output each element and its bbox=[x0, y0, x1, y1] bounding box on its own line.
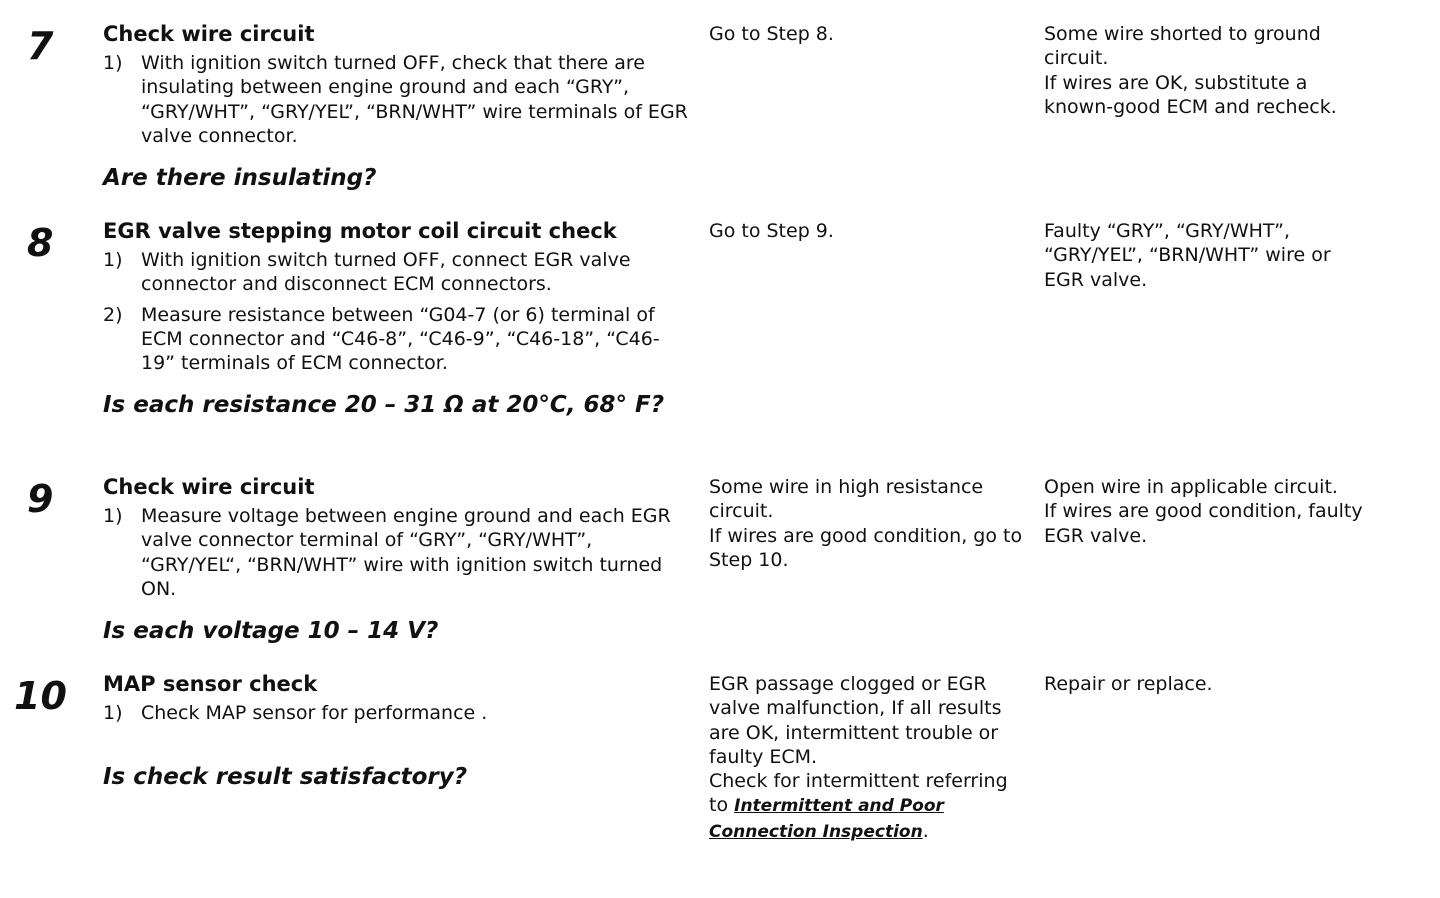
sub-step-list bbox=[103, 701, 693, 725]
sub-step-number: 2) bbox=[103, 303, 123, 326]
sub-step-text: With ignition switch turned OFF, check that there are insulating between engine ground and each “GRY”, “GRY/WHT”, “GRY/YEL”, “BRN/WHT” wire terminals of EGR valve connector. bbox=[141, 52, 688, 147]
yes-result-line: If wires are good condition, go to Step 10. bbox=[709, 524, 1023, 571]
step-number: 7 bbox=[27, 24, 54, 68]
no-result-line: Faulty “GRY”, “GRY/WHT”, “GRY/YEL”, “BRN/WHT” wire or EGR valve. bbox=[1044, 220, 1331, 291]
step-no-result bbox=[1044, 22, 1374, 119]
step-title: MAP sensor check bbox=[103, 672, 318, 696]
no-result-line: Some wire shorted to ground circuit. bbox=[1044, 23, 1321, 70]
sub-step-item bbox=[103, 504, 693, 601]
sub-step-list bbox=[103, 51, 693, 148]
step-yes-result: Go to Step 8. bbox=[709, 23, 834, 45]
step-yes-result bbox=[709, 475, 1029, 572]
step-question: Are there insulating? bbox=[103, 165, 377, 192]
step-number: 8 bbox=[27, 221, 54, 265]
step-question: Is each resistance 20 – 31 Ω at 20°C, 68° F? bbox=[103, 392, 665, 419]
sub-step-list bbox=[103, 504, 693, 601]
step-question: Is check result satisfactory? bbox=[103, 764, 468, 791]
sub-step-list bbox=[103, 248, 693, 375]
no-result-line: If wires are good condition, faulty EGR valve. bbox=[1044, 500, 1363, 547]
step-number: 10 bbox=[14, 674, 67, 718]
step-action bbox=[103, 21, 693, 193]
step-title: EGR valve stepping motor coil circuit check bbox=[103, 219, 617, 243]
yes-result-line: EGR passage clogged or EGR valve malfunction, If all results are OK, intermittent trouble or faulty ECM. bbox=[709, 673, 1002, 768]
sub-step-number: 1) bbox=[103, 505, 123, 527]
sub-step-number: 1) bbox=[103, 702, 123, 724]
step-action bbox=[103, 474, 693, 646]
intermittent-inspection-link[interactable]: Intermittent and Poor Connection Inspection bbox=[709, 796, 944, 842]
sub-step-item bbox=[103, 248, 693, 297]
step-yes-result bbox=[709, 672, 1024, 844]
no-result-line: If wires are OK, substitute a known-good ECM and recheck. bbox=[1044, 71, 1337, 118]
sub-step-text: Check MAP sensor for performance . bbox=[141, 702, 488, 724]
step-yes-result: Go to Step 9. bbox=[709, 220, 834, 242]
step-number: 9 bbox=[27, 477, 54, 521]
yes-result-text: Check for intermittent referring to bbox=[709, 770, 1008, 817]
step-action bbox=[103, 218, 693, 420]
step-no-result bbox=[1044, 475, 1374, 548]
sub-step-item bbox=[103, 51, 693, 148]
sub-step-text: With ignition switch turned OFF, connect EGR valve connector and disconnect ECM connectors. bbox=[141, 249, 631, 296]
sub-step-number: 1) bbox=[103, 52, 123, 74]
yes-result-line: Some wire in high resistance circuit. bbox=[709, 476, 984, 523]
sub-step-item bbox=[103, 701, 693, 725]
sub-step-text: Measure voltage between engine ground and each EGR valve connector terminal of “GRY”, “GRY/WHT”, “GRY/YEL“, “BRN/WHT” wire with ignition switch turned ON. bbox=[141, 505, 671, 600]
yes-result-suffix: . bbox=[922, 819, 929, 842]
sub-step-text: Measure resistance between “G04-7 (or 6) terminal of ECM connector and “C46-8”, “C46-9”, “C46-18”, “C46-19” terminals of ECM connector. bbox=[141, 303, 660, 375]
step-action bbox=[103, 671, 693, 792]
step-question: Is each voltage 10 – 14 V? bbox=[103, 618, 439, 645]
yes-result-line bbox=[709, 769, 1024, 844]
step-no-result bbox=[1044, 219, 1374, 292]
step-no-result: Repair or replace. bbox=[1044, 673, 1213, 695]
sub-step-number: 1) bbox=[103, 249, 123, 271]
sub-step-item bbox=[103, 303, 693, 376]
step-title: Check wire circuit bbox=[103, 475, 315, 499]
step-title: Check wire circuit bbox=[103, 22, 315, 46]
no-result-line: Open wire in applicable circuit. bbox=[1044, 476, 1338, 498]
